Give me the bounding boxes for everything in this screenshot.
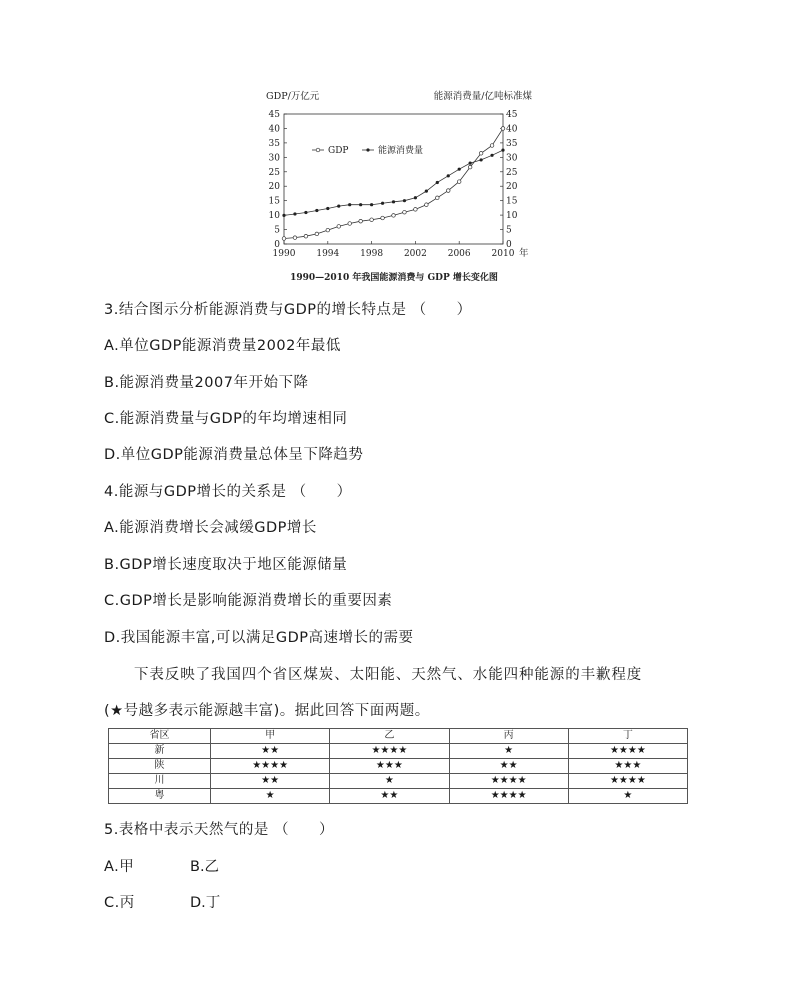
q4-option-c[interactable]: C.GDP增长是影响能源消费增长的重要因素 bbox=[104, 593, 393, 609]
data-point-1 bbox=[282, 214, 285, 217]
table-header-row bbox=[109, 729, 688, 744]
q5-option-d[interactable]: D.丁 bbox=[190, 895, 221, 911]
x-tick-label: 1998 bbox=[360, 249, 384, 259]
y-tick-label-right: 15 bbox=[506, 196, 518, 207]
data-point-0 bbox=[501, 127, 505, 131]
q5-option-a[interactable]: A.甲 bbox=[104, 859, 135, 875]
data-point-0 bbox=[359, 219, 363, 223]
data-point-1 bbox=[326, 207, 329, 210]
table-cell: ★★★★ bbox=[568, 774, 687, 789]
table-row bbox=[109, 744, 688, 759]
y-tick-label-right: 30 bbox=[506, 153, 518, 164]
y-tick-label-right: 0 bbox=[506, 240, 512, 250]
data-point-0 bbox=[304, 234, 308, 238]
data-point-1 bbox=[436, 181, 439, 184]
legend-marker-gdp bbox=[316, 148, 320, 152]
data-point-0 bbox=[436, 196, 440, 200]
table-header-cell: 丁 bbox=[568, 729, 687, 744]
table-cell: 粤 bbox=[109, 789, 211, 804]
data-point-0 bbox=[446, 189, 450, 193]
y-tick-label-right: 10 bbox=[506, 211, 518, 222]
data-point-1 bbox=[337, 205, 340, 208]
table-cell: ★★★ bbox=[330, 759, 449, 774]
data-point-0 bbox=[282, 237, 286, 241]
q3-option-a[interactable]: A.单位GDP能源消费量2002年最低 bbox=[104, 338, 341, 354]
y-tick-label-left: 25 bbox=[268, 167, 280, 178]
y-tick-label-right: 25 bbox=[506, 167, 518, 178]
table-cell: ★★★★ bbox=[449, 789, 568, 804]
table-cell: ★ bbox=[449, 744, 568, 759]
q4-option-b[interactable]: B.GDP增长速度取决于地区能源储量 bbox=[104, 557, 348, 573]
y-tick-label-right: 45 bbox=[506, 110, 518, 120]
y-tick-label-left: 40 bbox=[268, 124, 280, 135]
data-point-1 bbox=[370, 203, 373, 206]
data-point-0 bbox=[457, 180, 461, 184]
data-point-0 bbox=[490, 144, 494, 148]
data-point-0 bbox=[326, 228, 330, 232]
table-header-cell: 甲 bbox=[211, 729, 330, 744]
table-cell: ★★★ bbox=[568, 759, 687, 774]
data-point-1 bbox=[480, 158, 483, 161]
series-line-0 bbox=[284, 128, 503, 238]
data-point-0 bbox=[425, 203, 429, 207]
data-point-1 bbox=[381, 202, 384, 205]
table-row bbox=[109, 789, 688, 804]
intro-line-2: (★号越多表示能源越丰富)。据此回答下面两题。 bbox=[104, 703, 430, 719]
data-point-1 bbox=[315, 209, 318, 212]
data-point-1 bbox=[469, 162, 472, 165]
data-point-1 bbox=[304, 211, 307, 214]
y-tick-label-right: 20 bbox=[506, 182, 518, 193]
table-cell: ★★★★ bbox=[568, 744, 687, 759]
data-point-0 bbox=[315, 232, 319, 236]
data-point-0 bbox=[403, 210, 407, 214]
y-tick-label-left: 30 bbox=[268, 153, 280, 164]
x-tick-label: 2002 bbox=[403, 249, 427, 259]
table-header-cell: 省区 bbox=[109, 729, 211, 744]
chart-ylabel-left: GDP/万亿元 bbox=[266, 91, 320, 102]
legend-label-energy: 能源消费量 bbox=[378, 146, 424, 156]
data-point-1 bbox=[414, 196, 417, 199]
q3-option-c[interactable]: C.能源消费量与GDP的年均增速相同 bbox=[104, 411, 348, 427]
chart-title: 1990—2010 年我国能源消费与 GDP 增长变化图 bbox=[290, 273, 498, 283]
y-tick-label-left: 0 bbox=[274, 240, 280, 250]
data-point-0 bbox=[414, 208, 418, 212]
data-point-0 bbox=[348, 222, 352, 226]
table-cell: 陕 bbox=[109, 759, 211, 774]
data-point-1 bbox=[293, 212, 296, 215]
table-cell: 川 bbox=[109, 774, 211, 789]
q4-option-a[interactable]: A.能源消费增长会减缓GDP增长 bbox=[104, 520, 317, 536]
data-point-1 bbox=[490, 154, 493, 157]
table-cell: ★★ bbox=[211, 744, 330, 759]
series-line-1 bbox=[284, 150, 503, 215]
y-tick-label-right: 40 bbox=[506, 124, 518, 135]
data-point-1 bbox=[447, 174, 450, 177]
data-point-1 bbox=[458, 168, 461, 171]
data-point-1 bbox=[501, 149, 504, 152]
table-cell: ★★ bbox=[449, 759, 568, 774]
data-point-0 bbox=[381, 216, 385, 220]
chart-legend bbox=[312, 144, 423, 156]
data-point-1 bbox=[359, 203, 362, 206]
data-point-0 bbox=[370, 218, 374, 222]
q4-stem: 4.能源与GDP增长的关系是 （ ） bbox=[104, 484, 352, 500]
q5-option-b[interactable]: B.乙 bbox=[190, 859, 220, 875]
legend-label-gdp: GDP bbox=[328, 146, 349, 156]
data-point-0 bbox=[468, 165, 472, 169]
data-point-0 bbox=[479, 151, 483, 155]
data-point-1 bbox=[348, 203, 351, 206]
data-point-0 bbox=[337, 225, 341, 229]
table-row bbox=[109, 759, 688, 774]
y-tick-label-left: 5 bbox=[274, 225, 280, 236]
energy-table bbox=[108, 728, 688, 804]
table-cell: ★★ bbox=[330, 789, 449, 804]
data-point-0 bbox=[293, 236, 297, 240]
data-point-0 bbox=[392, 214, 396, 218]
table-cell: ★★★★ bbox=[211, 759, 330, 774]
table-header-cell: 乙 bbox=[330, 729, 449, 744]
table-cell: ★ bbox=[211, 789, 330, 804]
data-point-1 bbox=[403, 199, 406, 202]
chart-series bbox=[282, 127, 505, 241]
table-cell: ★★★★ bbox=[449, 774, 568, 789]
q3-option-b[interactable]: B.能源消费量2007年开始下降 bbox=[104, 375, 309, 391]
y-tick-label-left: 35 bbox=[268, 138, 280, 149]
energy-gdp-chart bbox=[244, 84, 554, 284]
q5-stem: 5.表格中表示天然气的是 （ ） bbox=[104, 822, 334, 838]
x-tick-label: 2010 bbox=[491, 249, 515, 259]
legend-marker-energy bbox=[366, 148, 369, 151]
x-tick-label: 2006 bbox=[447, 249, 471, 259]
table-row bbox=[109, 774, 688, 789]
chart-xlabel: 年 bbox=[519, 248, 529, 259]
data-point-1 bbox=[425, 190, 428, 193]
x-tick-label: 1994 bbox=[316, 249, 340, 259]
data-point-1 bbox=[392, 200, 395, 203]
q3-option-d[interactable]: D.单位GDP能源消费量总体呈下降趋势 bbox=[104, 447, 364, 463]
y-tick-label-left: 10 bbox=[268, 211, 280, 222]
intro-line-1: 下表反映了我国四个省区煤炭、太阳能、天然气、水能四种能源的丰歉程度 bbox=[134, 667, 643, 683]
y-tick-label-right: 5 bbox=[506, 225, 512, 236]
table-cell: ★ bbox=[568, 789, 687, 804]
y-tick-label-left: 15 bbox=[268, 196, 280, 207]
table-cell: 新 bbox=[109, 744, 211, 759]
q5-option-c[interactable]: C.丙 bbox=[104, 895, 135, 911]
x-tick-label: 1990 bbox=[272, 249, 296, 259]
y-tick-label-left: 20 bbox=[268, 182, 280, 193]
q3-stem: 3.结合图示分析能源消费与GDP的增长特点是 （ ） bbox=[104, 302, 472, 318]
q4-option-d[interactable]: D.我国能源丰富,可以满足GDP高速增长的需要 bbox=[104, 630, 414, 646]
chart-plot-frame bbox=[284, 114, 503, 244]
y-tick-label-right: 35 bbox=[506, 138, 518, 149]
table-cell: ★★ bbox=[211, 774, 330, 789]
table-cell: ★★★★ bbox=[330, 744, 449, 759]
y-tick-label-left: 45 bbox=[268, 110, 280, 120]
chart-ylabel-right: 能源消费量/亿吨标准煤 bbox=[433, 91, 532, 102]
table-cell: ★ bbox=[330, 774, 449, 789]
table-header-cell: 丙 bbox=[449, 729, 568, 744]
